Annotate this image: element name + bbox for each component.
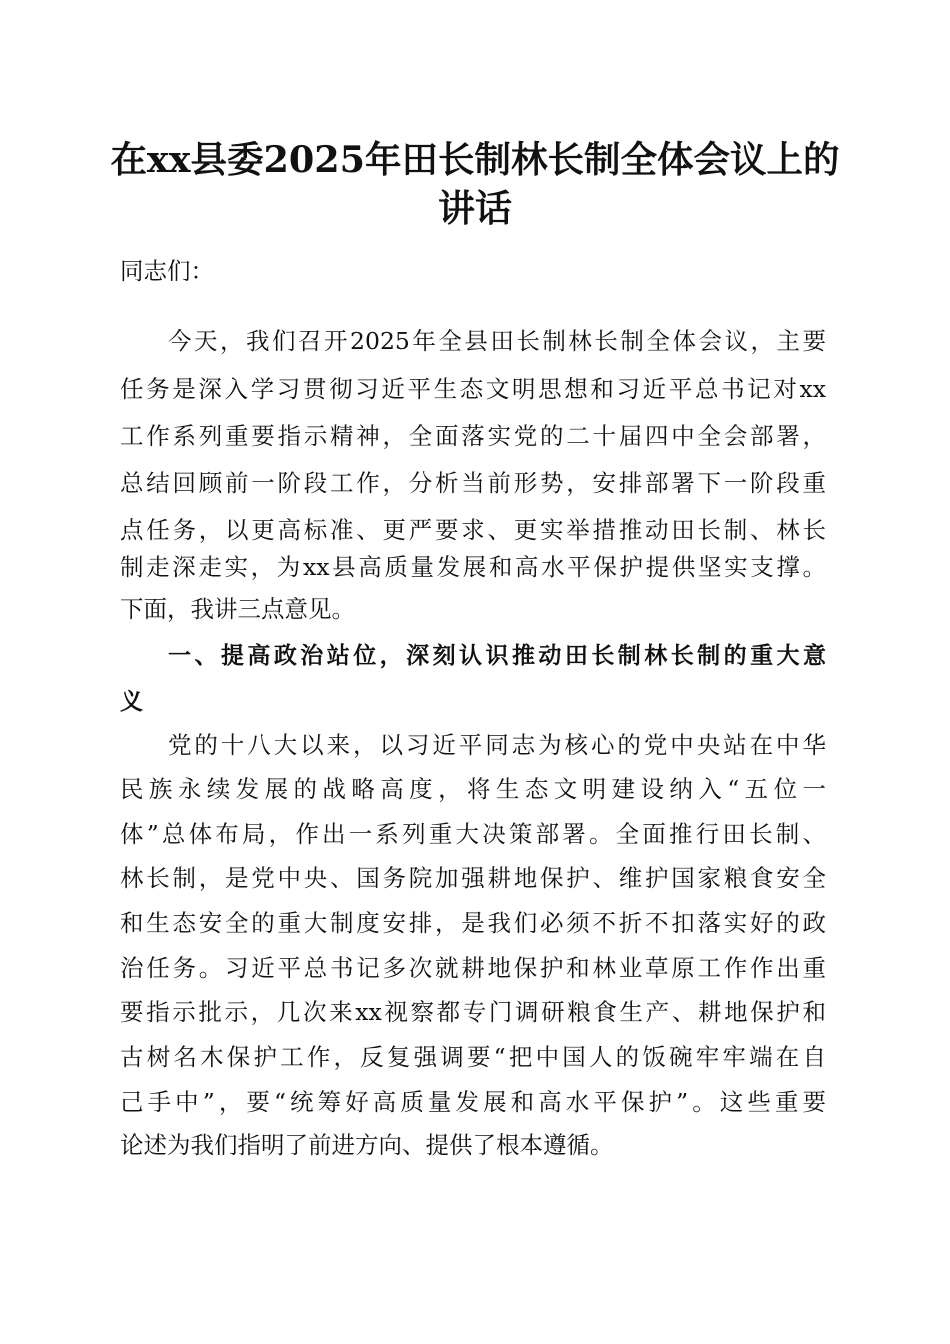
paragraph-1-line-4: 总结回顾前一阶段工作，分析当前形势，安排部署下一阶段重 — [120, 469, 826, 497]
section-heading-1-line-2: 义 — [120, 689, 143, 715]
paragraph-2-line-1: 党的十八大以来，以习近平同志为核心的党中央站在中华 — [168, 731, 826, 759]
paragraph-2-line-8: 古树名木保护工作，反复强调要“把中国人的饭碗牢牢端在自 — [120, 1043, 826, 1071]
section-heading-1-line-1: 一、提高政治站位，深刻认识推动田长制林长制的重大意 — [168, 643, 826, 669]
paragraph-1-line-1: 今天，我们召开2025年全县田长制林长制全体会议，主要 — [168, 327, 826, 355]
paragraph-2-line-2: 民族永续发展的战略高度，将生态文明建设纳入“五位一 — [120, 775, 826, 803]
paragraph-2-line-10: 论述为我们指明了前进方向、提供了根本遵循。 — [120, 1131, 614, 1159]
paragraph-1-line-6: 制走深走实，为xx县高质量发展和高水平保护提供坚实支撑。 — [120, 553, 826, 581]
paragraph-1-line-5: 点任务，以更高标准、更严要求、更实举措推动田长制、林长 — [120, 516, 826, 544]
document-title-line-2: 讲话 — [438, 186, 512, 230]
paragraph-1-line-7: 下面，我讲三点意见。 — [120, 595, 355, 623]
paragraph-2-line-5: 和生态安全的重大制度安排，是我们必须不折不扣落实好的政 — [120, 909, 826, 937]
paragraph-2-line-3: 体”总体布局，作出一系列重大决策部署。全面推行田长制、 — [120, 820, 826, 848]
paragraph-2-line-6: 治任务。习近平总书记多次就耕地保护和林业草原工作作出重 — [120, 954, 826, 982]
paragraph-1-line-3: 工作系列重要指示精神，全面落实党的二十届四中全会部署， — [120, 422, 826, 450]
paragraph-1-line-2: 任务是深入学习贯彻习近平生态文明思想和习近平总书记对xx — [120, 375, 826, 403]
salutation: 同志们： — [120, 257, 214, 285]
paragraph-2-line-4: 林长制，是党中央、国务院加强耕地保护、维护国家粮食安全 — [120, 864, 826, 892]
paragraph-2-line-7: 要指示批示，几次来xx视察都专门调研粮食生产、耕地保护和 — [120, 998, 826, 1026]
paragraph-2-line-9: 己手中”，要“统筹好高质量发展和高水平保护”。这些重要 — [120, 1088, 826, 1116]
document-title-line-1: 在xx县委2025年田长制林长制全体会议上的 — [110, 138, 840, 181]
